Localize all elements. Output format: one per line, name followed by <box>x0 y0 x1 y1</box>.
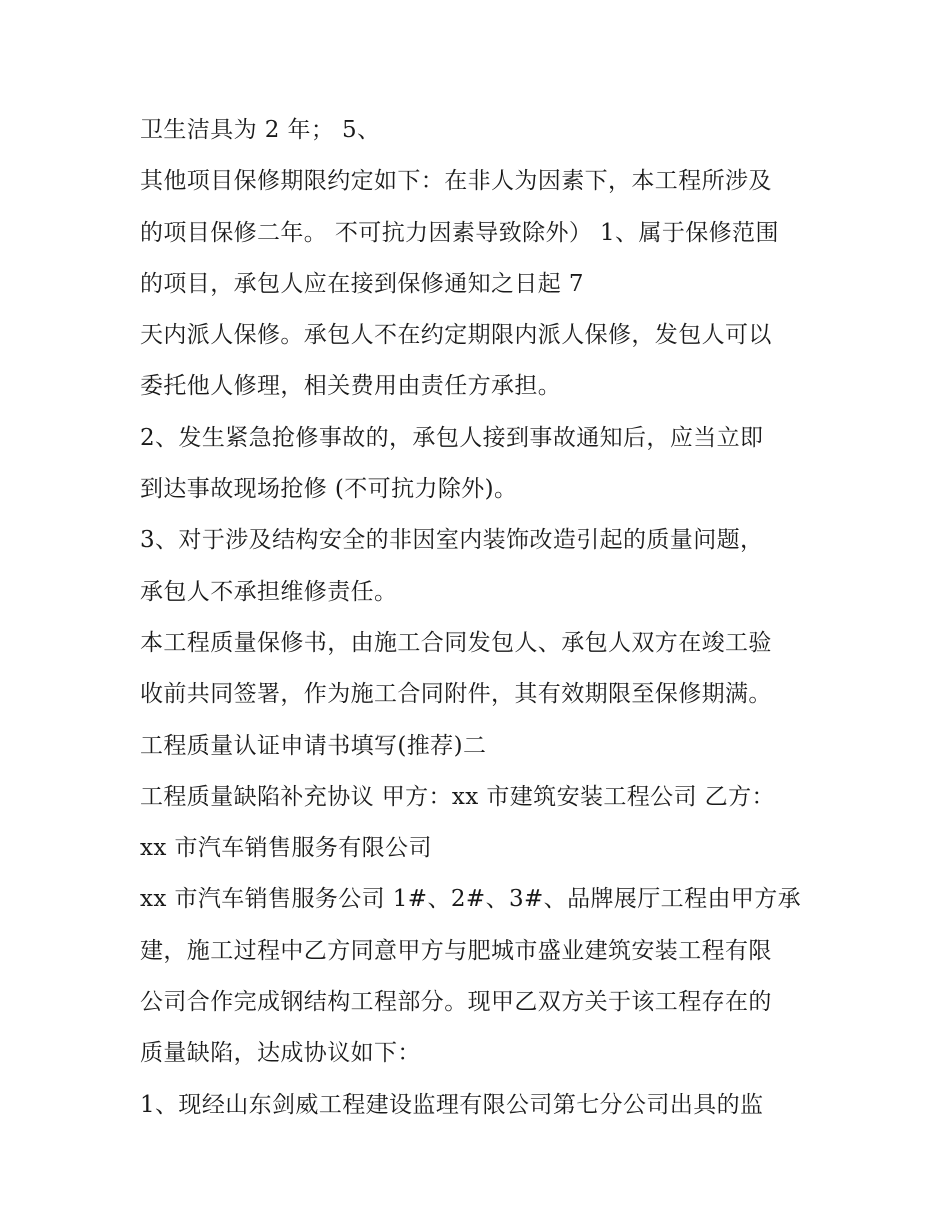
text-line: 质量缺陷，达成协议如下： <box>140 1040 421 1067</box>
text-line: xx 市汽车销售服务有限公司 <box>140 835 432 862</box>
text-line: xx 市汽车销售服务公司 1#、2#、3#、品牌展厅工程由甲方承 <box>140 886 802 913</box>
text-line: 公司合作完成钢结构工程部分。现甲乙双方关于该工程存在的 <box>140 989 772 1016</box>
text-line: 2、发生紧急抢修事故的，承包人接到事故通知后，应当立即 <box>140 424 764 451</box>
text-line: 建，施工过程中乙方同意甲方与肥城市盛业建筑安装工程有限 <box>140 937 772 964</box>
text-line: 到达事故现场抢修 (不可抗力除外)。 <box>140 476 518 503</box>
text-line: 1、现经山东剑威工程建设监理有限公司第七分公司出具的监 <box>140 1091 764 1118</box>
text-line: 卫生洁具为 2 年； 5、 <box>140 117 381 143</box>
text-line: 工程质量缺陷补充协议 甲方：xx 市建筑安装工程公司 乙方： <box>140 783 775 810</box>
text-line: 3、对于涉及结构安全的非因室内装饰改造引起的质量问题， <box>140 527 764 554</box>
text-line: 天内派人保修。承包人不在约定期限内派人保修，发包人可以 <box>140 322 772 349</box>
text-line: 本工程质量保修书，由施工合同发包人、承包人双方在竣工验 <box>140 629 772 656</box>
text-line: 其他项目保修期限约定如下：在非人为因素下，本工程所涉及 <box>140 168 772 195</box>
text-line: 承包人不承担维修责任。 <box>140 578 398 605</box>
document-body <box>140 105 820 1131</box>
text-line: 委托他人修理，相关费用由责任方承担。 <box>140 373 562 400</box>
text-line: 的项目，承包人应在接到保修通知之日起 7 <box>140 270 584 297</box>
text-line: 的项目保修二年。 不可抗力因素导致除外） 1、属于保修范围 <box>140 219 779 246</box>
text-line: 收前共同签署，作为施工合同附件，其有效期限至保修期满。 <box>140 681 772 708</box>
section-heading: 工程质量认证申请书填写(推荐)二 <box>140 732 487 759</box>
